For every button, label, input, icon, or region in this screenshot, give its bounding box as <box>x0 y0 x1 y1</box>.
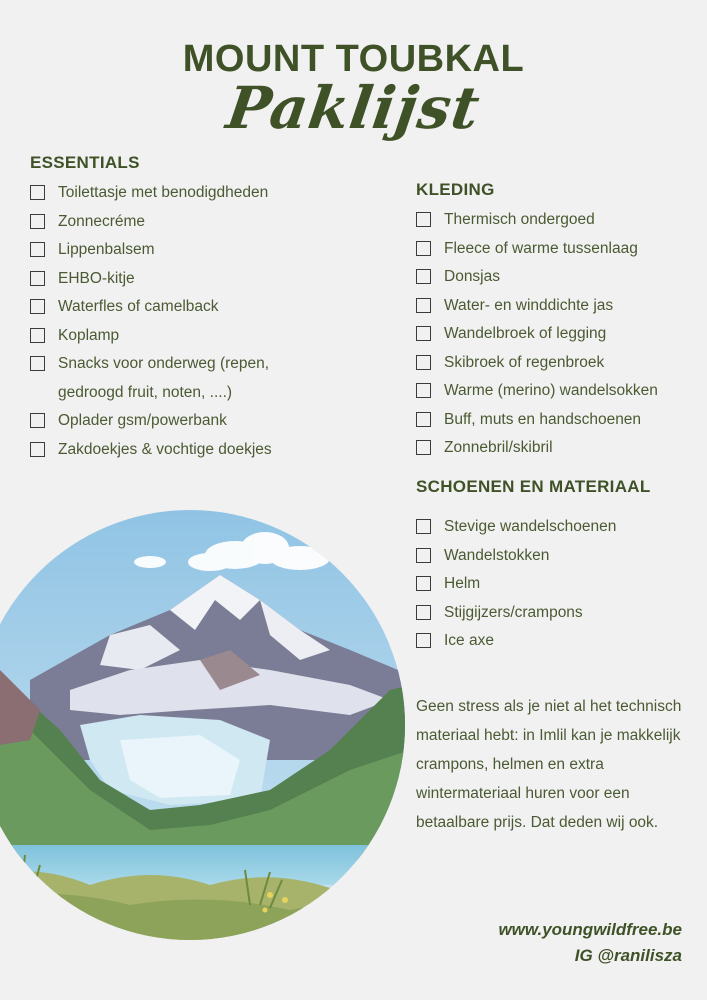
list-item[interactable]: Oplader gsm/powerbank <box>30 407 380 436</box>
checkbox[interactable] <box>30 442 45 457</box>
list-item[interactable]: Snacks voor onderweg (repen, <box>30 350 380 379</box>
list-item[interactable]: Zakdoekjes & vochtige doekjes <box>30 436 380 465</box>
checkbox[interactable] <box>30 328 45 343</box>
list-item[interactable]: Ice axe <box>416 627 701 656</box>
checkbox[interactable] <box>30 185 45 200</box>
instagram-handle[interactable]: IG @ranilisza <box>574 946 682 965</box>
page-title: MOUNT TOUBKAL <box>182 38 525 80</box>
checkbox[interactable] <box>416 326 431 341</box>
list-item[interactable]: Warme (merino) wandelsokken <box>416 377 701 406</box>
checkbox[interactable] <box>416 605 431 620</box>
checkbox[interactable] <box>416 269 431 284</box>
list-item[interactable]: Wandelstokken <box>416 542 701 571</box>
checkbox[interactable] <box>416 241 431 256</box>
page-subtitle: Paklijst <box>222 74 485 142</box>
checkbox[interactable] <box>30 271 45 286</box>
essentials-heading: ESSENTIALS <box>30 153 140 172</box>
checkbox[interactable] <box>416 212 431 227</box>
list-item[interactable]: Zonnebril/skibril <box>416 434 701 463</box>
list-item[interactable]: Stevige wandelschoenen <box>416 513 701 542</box>
list-item[interactable]: Fleece of warme tussenlaag <box>416 235 701 264</box>
website-link[interactable]: www.youngwildfree.be <box>498 920 682 939</box>
list-item[interactable]: Water- en winddichte jas <box>416 292 701 321</box>
checkbox[interactable] <box>30 299 45 314</box>
list-item[interactable]: Buff, muts en handschoenen <box>416 406 701 435</box>
list-item-continuation: gedroogd fruit, noten, ....) <box>58 383 233 401</box>
checkbox[interactable] <box>416 548 431 563</box>
checkbox[interactable] <box>30 214 45 229</box>
list-item[interactable]: Toilettasje met benodigdheden <box>30 179 380 208</box>
info-note: Geen stress als je niet al het technisch materiaal hebt: in Imlil kan je makkelijk crampons, helmen en extra wintermateriaal huren voor een betaalbare prijs. Dat deden wij ook. <box>416 698 682 831</box>
list-item[interactable]: Stijgijzers/crampons <box>416 599 701 628</box>
checkbox[interactable] <box>416 519 431 534</box>
list-item[interactable]: Donsjas <box>416 263 701 292</box>
checkbox[interactable] <box>416 383 431 398</box>
list-item[interactable]: Waterfles of camelback <box>30 293 380 322</box>
list-item[interactable]: Skibroek of regenbroek <box>416 349 701 378</box>
checkbox[interactable] <box>416 355 431 370</box>
essentials-list <box>30 179 380 464</box>
list-item[interactable]: Helm <box>416 570 701 599</box>
checkbox[interactable] <box>30 413 45 428</box>
list-item[interactable]: Koplamp <box>30 322 380 351</box>
list-item[interactable]: Wandelbroek of legging <box>416 320 701 349</box>
list-item[interactable]: Zonnecréme <box>30 208 380 237</box>
kleding-heading: KLEDING <box>416 180 495 199</box>
materiaal-list <box>416 513 701 656</box>
list-item[interactable]: Thermisch ondergoed <box>416 206 701 235</box>
checkbox[interactable] <box>416 576 431 591</box>
checkbox[interactable] <box>416 412 431 427</box>
kleding-list <box>416 206 701 463</box>
checkbox[interactable] <box>416 633 431 648</box>
materiaal-heading: SCHOENEN EN MATERIAAL <box>416 477 651 496</box>
checkbox[interactable] <box>416 440 431 455</box>
checkbox[interactable] <box>30 242 45 257</box>
mountain-illustration <box>0 500 410 950</box>
list-item[interactable]: Lippenbalsem <box>30 236 380 265</box>
checkbox[interactable] <box>30 356 45 371</box>
list-item[interactable]: EHBO-kitje <box>30 265 380 294</box>
checkbox[interactable] <box>416 298 431 313</box>
